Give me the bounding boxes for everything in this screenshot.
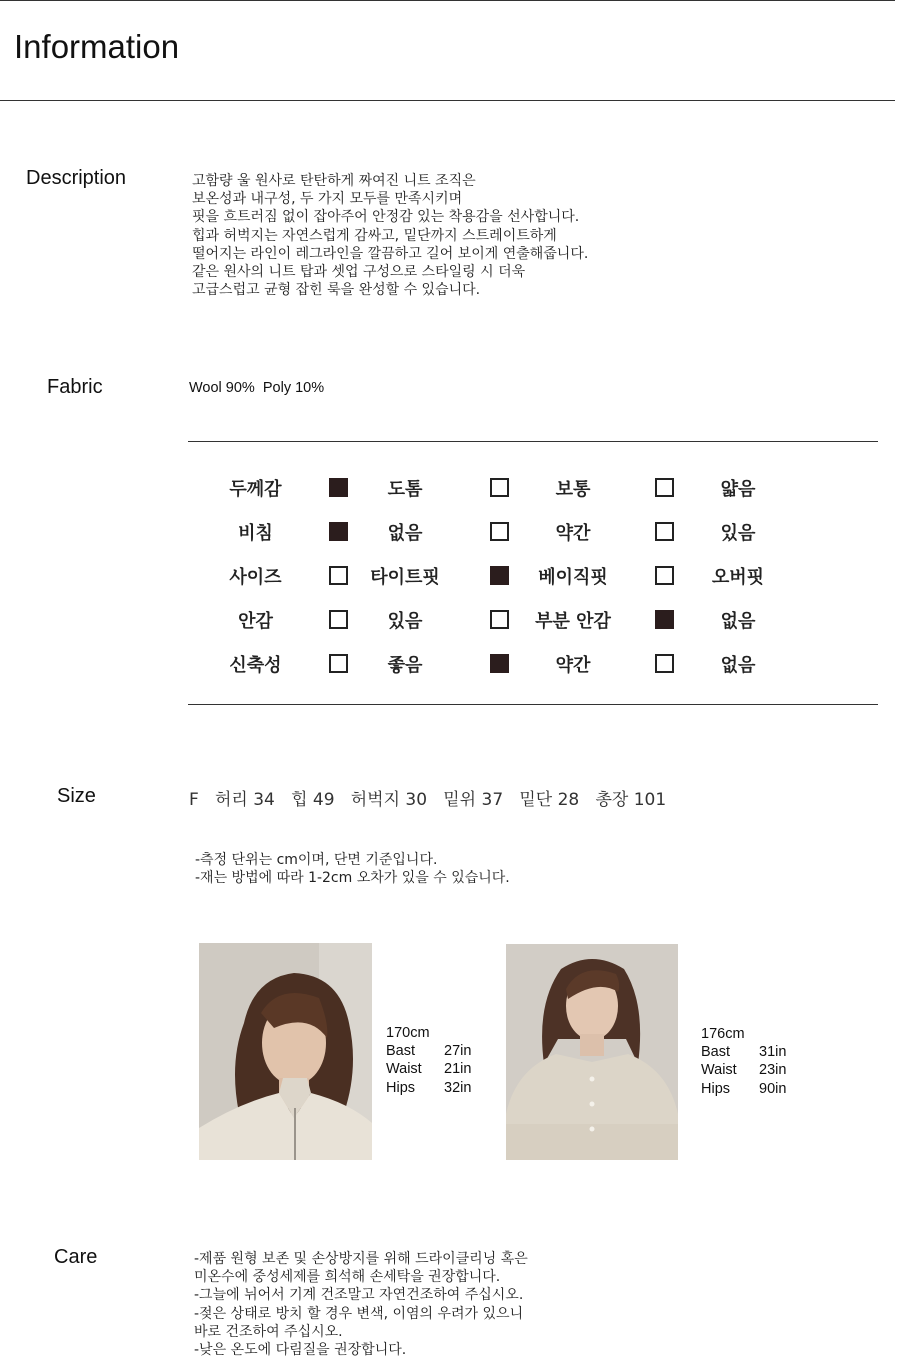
description-line: 힙과 허벅지는 자연스럽게 감싸고, 밑단까지 스트레이트하게 bbox=[192, 227, 557, 244]
model-stat-row bbox=[701, 1043, 786, 1061]
description-line: 보온성과 내구성, 두 가지 모두를 만족시키며 bbox=[192, 191, 463, 208]
model-height: 170cm bbox=[386, 1025, 430, 1041]
spec-table bbox=[188, 442, 878, 704]
stat-value: 90in bbox=[759, 1080, 787, 1097]
spec-row bbox=[188, 604, 878, 634]
spec-option-label: 도톰 bbox=[387, 479, 423, 500]
description-line: 고급스럽고 균형 잡힌 룩을 완성할 수 있습니다. bbox=[192, 282, 481, 299]
description-line: 핏을 흐트러짐 없이 잡아주어 안정감 있는 착용감을 선사합니다. bbox=[192, 209, 580, 226]
stat-value: 27in bbox=[444, 1043, 472, 1060]
spec-row bbox=[188, 560, 878, 590]
stat-value: 32in bbox=[444, 1079, 472, 1096]
size-measurements: F 허리 34 힙 49 허벅지 30 밑위 37 밑단 28 총장 101 bbox=[189, 790, 667, 810]
description-text bbox=[192, 172, 588, 299]
model-stat-row bbox=[386, 1042, 471, 1060]
spec-option-label: 없음 bbox=[720, 611, 756, 632]
spec-row bbox=[188, 648, 878, 678]
spec-option-label: 없음 bbox=[720, 655, 756, 676]
model-height: 176cm bbox=[701, 1026, 745, 1042]
care-line: -제품 원형 보존 및 손상방지를 위해 드라이클리닝 혹은 bbox=[194, 1251, 528, 1267]
care-line: 미온수에 중성세제를 희석해 손세탁을 권장합니다. bbox=[194, 1269, 501, 1286]
spec-checkbox bbox=[490, 478, 509, 497]
description-line: 떨어지는 라인이 레그라인을 깔끔하고 길어 보이게 연출해줍니다. bbox=[192, 245, 589, 262]
care-line: -그늘에 뉘어서 기계 건조말고 자연건조하여 주십시오. bbox=[194, 1287, 524, 1304]
stat-name: Bast bbox=[701, 1044, 731, 1061]
top-rule bbox=[0, 0, 895, 1]
header-divider bbox=[0, 100, 895, 101]
spec-option-label: 좋음 bbox=[387, 655, 423, 676]
stat-name: Hips bbox=[386, 1079, 416, 1096]
care-text bbox=[194, 1250, 528, 1359]
model-2-illustration bbox=[506, 944, 678, 1160]
model-1-stats bbox=[386, 1024, 471, 1097]
spec-checkbox bbox=[655, 566, 674, 585]
stat-name: Hips bbox=[701, 1080, 731, 1097]
spec-option-label: 얇음 bbox=[720, 479, 756, 500]
model-stat-row bbox=[701, 1061, 786, 1079]
stat-name: Bast bbox=[386, 1043, 416, 1060]
spec-checkbox bbox=[490, 654, 509, 673]
size-label: Size bbox=[57, 785, 96, 807]
spec-row-label: 안감 bbox=[238, 611, 273, 632]
model-stat-row bbox=[386, 1079, 471, 1097]
spec-option-label: 보통 bbox=[555, 479, 591, 500]
spec-row bbox=[188, 516, 878, 546]
spec-option-label: 약간 bbox=[555, 655, 591, 676]
spec-option-label: 베이직핏 bbox=[538, 567, 608, 588]
spec-checkbox bbox=[490, 566, 509, 585]
size-notes bbox=[195, 851, 510, 887]
description-line: 같은 원사의 니트 탑과 셋업 구성으로 스타일링 시 더욱 bbox=[192, 264, 526, 281]
spec-checkbox bbox=[655, 478, 674, 497]
size-note: -측정 단위는 cm이며, 단면 기준입니다. bbox=[195, 852, 438, 868]
care-label: Care bbox=[54, 1246, 98, 1268]
description-label: Description bbox=[26, 167, 127, 189]
care-line: 바로 건조하여 주십시오. bbox=[194, 1323, 343, 1340]
model-photo-1 bbox=[199, 943, 372, 1160]
spec-row-label: 신축성 bbox=[229, 655, 282, 676]
model-photo-2 bbox=[506, 944, 678, 1160]
fabric-composition: Wool 90% Poly 10% bbox=[189, 380, 325, 396]
spec-row bbox=[188, 472, 878, 502]
care-line: -낮은 온도에 다림질을 권장합니다. bbox=[194, 1342, 407, 1359]
spec-checkbox bbox=[490, 522, 509, 541]
spec-checkbox bbox=[490, 610, 509, 629]
size-note: -재는 방법에 따라 1-2cm 오차가 있을 수 있습니다. bbox=[195, 870, 510, 887]
stat-name: Waist bbox=[386, 1061, 422, 1078]
spec-option-label: 오버핏 bbox=[711, 567, 765, 588]
spec-option-label: 있음 bbox=[387, 611, 423, 632]
stat-value: 23in bbox=[759, 1062, 787, 1079]
description-line: 고함량 울 원사로 탄탄하게 짜여진 니트 조직은 bbox=[192, 173, 476, 189]
spec-checkbox bbox=[655, 610, 674, 629]
spec-row-label: 비침 bbox=[238, 523, 273, 544]
model-2-stats bbox=[701, 1025, 786, 1098]
spec-table-bottom-rule bbox=[188, 704, 878, 705]
spec-option-label: 타이트핏 bbox=[370, 567, 440, 588]
spec-option-label: 없음 bbox=[387, 523, 423, 544]
spec-row-label: 두께감 bbox=[229, 479, 282, 500]
spec-checkbox bbox=[655, 654, 674, 673]
spec-option-label: 있음 bbox=[720, 523, 756, 544]
spec-row-label: 사이즈 bbox=[229, 567, 282, 588]
spec-option-label: 부분 안감 bbox=[535, 611, 611, 632]
stat-value: 31in bbox=[759, 1044, 787, 1061]
care-line: -젖은 상태로 방치 할 경우 변색, 이염의 우려가 있으니 bbox=[194, 1305, 524, 1322]
model-stat-row bbox=[386, 1060, 471, 1078]
fabric-label: Fabric bbox=[47, 376, 103, 398]
spec-checkbox bbox=[655, 522, 674, 541]
model-stat-row bbox=[701, 1080, 786, 1098]
stat-name: Waist bbox=[701, 1062, 737, 1079]
page-title: Information bbox=[14, 28, 180, 65]
stat-value: 21in bbox=[444, 1061, 472, 1078]
model-1-illustration bbox=[199, 943, 372, 1160]
spec-option-label: 약간 bbox=[555, 523, 591, 544]
